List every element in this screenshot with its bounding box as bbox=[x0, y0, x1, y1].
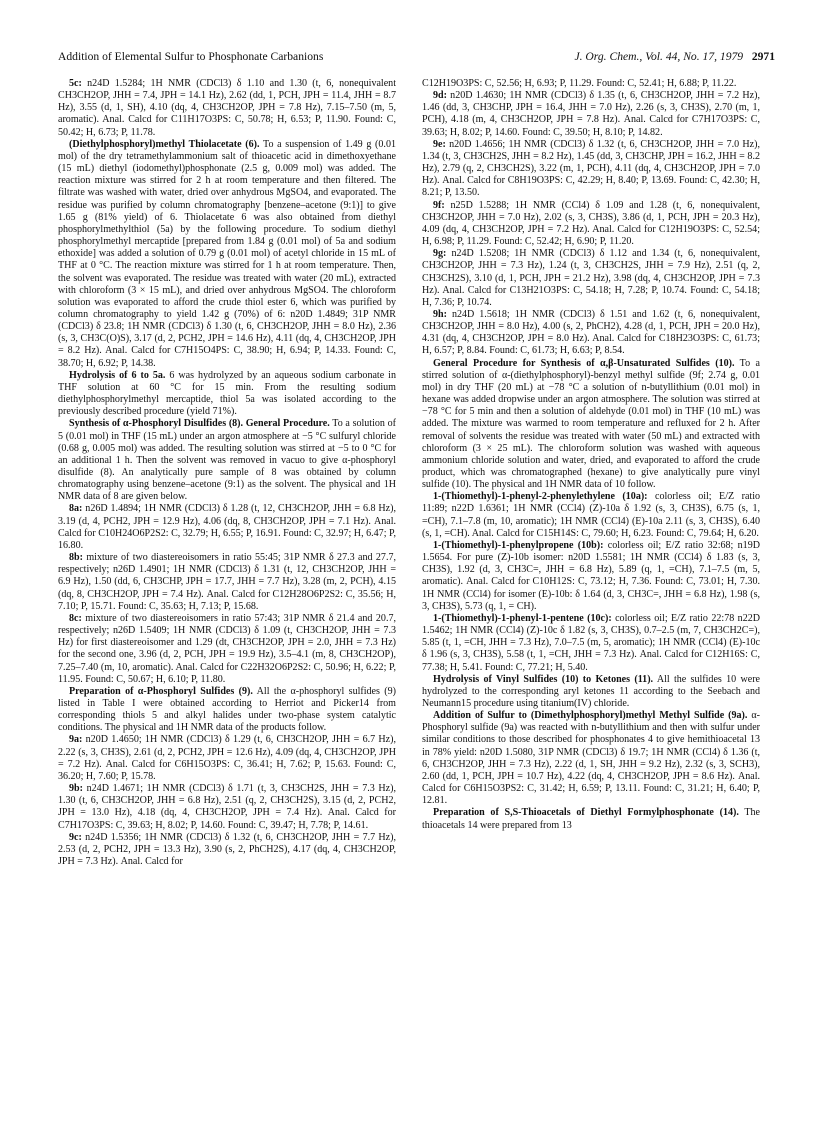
paragraph-text: colorless oil; E/Z ratio 32:68; n19D 1.5654. For pure (Z)-10b isomer: n20D 1.5581; 1H NMR (CCl4) δ 1.83 (s, 3, CH3S), 1.92 (d, 3, CH3C=, JHH = 6.8 Hz), 5.89 (q, 1, =CH), 7.1–7.5 (m, 5, aromatic). Anal. Calcd for C10H12S: C, 73.12; H, 7.36. Found: C, 73.01; H, 7.30. 1H NMR (CCl4) for isomer (E)-10b: δ 1.64 (d, 3, CH3C=, JHH = 6.8 Hz), 1.98 (s, 3, CH3S), 5.73 (q, 1, = CH). bbox=[422, 539, 760, 612]
paragraph bbox=[422, 540, 760, 613]
paragraph-text: All the α-phosphoryl sulfides (9) listed in Table I were obtained according to Herriot and Picker14 from corresponding thiols 5 and alkyl halides under two-phase system catalytic conditions. The physical and 1H NMR data of the products follow. bbox=[58, 685, 396, 734]
paragraph-text: colorless oil; E/Z ratio 11:89; n22D 1.6361; 1H NMR (CCl4) (Z)-10a δ 1.92 (s, 3, CH3S), 6.75 (s, 1, =CH), 7.1–7.8 (m, 10, aromatic); 1H NMR (CCl4) (E)-10a 2.11 (s, 3, CH3S), 6.40 (s, 1, =CH). Anal. Calcd for C15H14S: C, 79.60; H, 6.23. Found: C, 79.64; H, 6.20. bbox=[422, 491, 761, 539]
journal-citation: J. Org. Chem., Vol. 44, No. 17, 1979 bbox=[574, 50, 744, 63]
paragraph bbox=[58, 613, 396, 686]
paragraph-text: To a stirred solution of α-(diethylphosphoryl)-benzyl methyl sulfide (9f; 2.74 g, 0.01 mol) in dry THF (20 mL) at −78 °C a solution of n-butyllithium (0.01 mol) in hexane was added dropwise under an argon atmosphere. The solution was stirred at −78 °C for 5 min and then a solution of aldehyde (0.01 mol) in THF (10 mL) was added. The mixture was warmed to room temperature and refluxed for 2 h. After removal of solvents the residue was treated with water (50 mL) and extracted with chloroform (3 × 25 mL). The chloroform solution was washed with aqueous ammonium chloride solution and water, dried, and evaporated to afford the crude product, which was chromatographed (hexane) to give analytically pure vinyl sulfide (10). The physical and 1H NMR data of 10 follow. bbox=[422, 357, 760, 491]
paragraph-heading: 9b: bbox=[69, 783, 83, 795]
paragraph-heading: Hydrolysis of Vinyl Sulfides (10) to Ketones (11). bbox=[433, 673, 654, 685]
paragraph bbox=[58, 503, 396, 552]
paragraph-heading: 1-(Thiomethyl)-1-phenyl-1-pentene (10c): bbox=[433, 612, 612, 624]
paragraph bbox=[58, 686, 396, 735]
paragraph bbox=[58, 832, 396, 868]
paragraph bbox=[422, 807, 760, 831]
paragraph-heading: 5c: bbox=[69, 78, 82, 89]
paragraph-heading: General Procedure for Synthesis of α,β-Unsaturated Sulfides (10). bbox=[433, 357, 735, 369]
paragraph-text: mixture of two diastereoisomers in ratio 55:45; 31P NMR δ 27.3 and 27.7, respectively; n26D 1.4901; 1H NMR (CDCl3) δ 1.31 (t, 12, CH3CH2OP, JHH = 6.9 Hz), 1.50 (dd, 6, CH3CHP, JPH = 17.7, JHH = 7.7 Hz), 3.28 (m, 2, PCH), 4.15 (dq, 8, CH3CH2OP, JPH = 7.4 Hz). Anal. Calcd for C12H28O6P2S2: C, 35.56; H, 7.10; P, 15.71. Found: C, 35.63; H, 7.13; P, 15.68. bbox=[58, 552, 396, 612]
left-column bbox=[58, 78, 396, 868]
paragraph bbox=[422, 674, 760, 710]
paragraph-heading: Addition of Sulfur to (Dimethylphosphoryl)methyl Methyl Sulfide (9a). bbox=[433, 710, 748, 722]
paragraph-heading: Preparation of α-Phosphoryl Sulfides (9). bbox=[69, 685, 253, 697]
paragraph bbox=[422, 139, 760, 200]
paragraph-text: n24D 1.5284; 1H NMR (CDCl3) δ 1.10 and 1.30 (t, 6, nonequivalent CH3CH2OP, JHH = 7.4, JPH = 14.1 Hz), 2.62 (dd, 1, PCH, JPH = 11.4, JHH = 8.7 Hz), 3.55 (d, 1, SH), 4.10 (dq, 4, CH3CH2OP, JPH = 7.8 Hz), 7.15–7.50 (m, 5, aromatic). Anal. Calcd for C11H17O3PS: C, 50.78; H, 6.53; P, 11.90. Found: C, 50.42; H, 6.73; P, 11.78. bbox=[58, 78, 396, 138]
paragraph-heading: 9d: bbox=[433, 90, 447, 102]
paragraph-heading: 1-(Thiomethyl)-1-phenyl-2-phenylethylene (10a): bbox=[433, 491, 648, 503]
paragraph-heading: (Diethylphosphoryl)methyl Thiolacetate (6). bbox=[69, 138, 260, 150]
paragraph bbox=[422, 710, 760, 807]
paragraph bbox=[58, 783, 396, 832]
paragraph-heading: 9h: bbox=[433, 308, 447, 320]
paragraph bbox=[422, 200, 760, 249]
paragraph-text: 6 was hydrolyzed by an aqueous sodium carbonate in THF solution at 60 °C for 15 min. From the resulting sodium diethylphosphorylmethyl mercaptide, thiol 5a was isolated according to the previously described procedure (yield 71%). bbox=[58, 369, 396, 418]
paragraph-heading: 8b: bbox=[69, 552, 83, 564]
running-head-journal bbox=[574, 49, 775, 65]
paragraph-text: n24D 1.5208; 1H NMR (CDCl3) δ 1.12 and 1.34 (t, 6, nonequivalent, CH3CH2OP, JHH = 7.3 Hz), 1.24 (t, 3, CH3CH2S, JHH = 7.9 Hz), 2.51 (q, 2, CH3CH2S), 3.10 (d, 1, PCH, JPH = 21.2 Hz), 3.98 (dq, 4, CH3CH2OP, JPH = 7.3 Hz). Anal. Calcd for C13H21O3PS: C, 54.18; H, 7.28; P, 10.74. Found: C, 54.18; H, 7.36; P, 10.74. bbox=[422, 248, 760, 308]
paragraph bbox=[422, 358, 760, 492]
paragraph-heading: 8a: bbox=[69, 503, 83, 515]
paragraph bbox=[58, 370, 396, 419]
paragraph-heading: 9f: bbox=[433, 199, 445, 211]
paragraph-text: colorless oil; E/Z ratio 22:78 n22D 1.5462; 1H NMR (CCl4) (Z)-10c δ 1.82 (s, 3, CH3S), 0.7–2.5 (m, 7, CH3CH2C=), 5.85 (t, 1, =CH, JHH = 7.3 Hz), 7.0–7.5 (m, 5, aromatic); 1H NMR (CCl4) (E)-10c δ 1.96 (s, 3, CH3S), 5.58 (t, 1, =CH, JHH = 7.3 Hz). Anal. Calcd for C12H16S: C, 77.38; H, 5.41. Found: C, 77.21; H, 5.40. bbox=[422, 612, 761, 673]
paragraph bbox=[422, 613, 760, 674]
paragraph-heading: Preparation of S,S-Thioacetals of Diethyl Formylphosphonate (14). bbox=[433, 807, 739, 819]
paragraph-heading: 9a: bbox=[69, 734, 83, 746]
paragraph-text: n24D 1.5356; 1H NMR (CDCl3) δ 1.32 (t, 6, CH3CH2OP, JHH = 7.7 Hz), 2.53 (d, 2, PCH2, JPH = 13.3 Hz), 3.90 (s, 2, PhCH2S), 4.17 (dq, 4, CH3CH2OP, JPH = 7.3 Hz). Anal. Calcd for bbox=[58, 831, 396, 867]
paragraph-text: n24D 1.4671; 1H NMR (CDCl3) δ 1.71 (t, 3, CH3CH2S, JHH = 7.3 Hz), 1.30 (t, 6, CH3CH2OP, JHH = 6.8 Hz), 2.51 (q, 2, CH3CH2S), 3.15 (d, 2, PCH2, JPH = 13.0 Hz), 4.18 (dq, 4, CH3CH2OP, JPH = 7.4 Hz). Anal. Calcd for C7H17O3PS: C, 39.63; H, 8.02; P, 14.60. Found: C, 39.47; H, 7.78; P, 14.61. bbox=[58, 783, 396, 831]
paragraph-heading: 8c: bbox=[69, 612, 82, 624]
right-column bbox=[422, 78, 760, 832]
paragraph bbox=[422, 90, 760, 139]
paragraph-heading: 9g: bbox=[433, 248, 447, 260]
paragraph-text: All the sulfides 10 were hydrolyzed to the corresponding aryl ketones 11 according to the Seebach and Neumann15 procedure using titanium(IV) chloride. bbox=[422, 673, 760, 709]
paragraph bbox=[58, 418, 396, 503]
paragraph bbox=[58, 78, 396, 139]
paragraph-text: n20D 1.4656; 1H NMR (CDCl3) δ 1.32 (t, 6, CH3CH2OP, JHH = 7.0 Hz), 1.34 (t, 3, CH3CH2S, JHH = 8.2 Hz), 1.45 (dd, 3, CH3CHP, JPH = 16.2, JHH = 8.2 Hz), 2.79 (q, 2, CH3CH2S), 3.22 (m, 1, PCH), 4.11 (dq, 4, CH3CH2OP, JPH = 7.0 Hz). Anal. Calcd for C8H19O3PS: C, 42.29; H, 8.40; P, 13.69. Found: C, 42.30; H, 8.21; P, 13.50. bbox=[422, 138, 760, 199]
running-head bbox=[58, 49, 775, 65]
paragraph-text: mixture of two diastereoisomers in ratio 57:43; 31P NMR δ 21.4 and 20.7, respectively; n26D 1.5409; 1H NMR (CDCl3) δ 1.09 (t, CH3CH2OP, JHH = 7.3 Hz) for first diastereoisomer and 1.29 (dt, CH3CH2OP, JPH = 2.0, JHH = 7.3 Hz) for the second one, 3.96 (d, 2, PCH, JPH = 19.9 Hz), 3.5–4.1 (m, 8, CH3CH2OP), 7.25–7.40 (m, 10, aromatic). Anal. Calcd for C22H32O6P2S2: C, 50.96; H, 6.22; P, 11.95. Found: C, 50.67; H, 6.10; P, 11.80. bbox=[58, 612, 396, 685]
paragraph-text: n25D 1.5288; 1H NMR (CCl4) δ 1.09 and 1.28 (t, 6, nonequivalent, CH3CH2OP, JHH = 7.0 Hz), 2.02 (s, 3, CH3S), 3.86 (d, 1, PCH, JPH = 20.3 Hz), 4.09 (dq, 4, CH3CH2OP, JPH = 7.2 Hz). Anal. Calcd for C12H19O3PS: C, 52.54; H, 6.98; P, 11.29. Found: C, 52.42; H, 6.90; P, 11.20. bbox=[422, 199, 760, 248]
paragraph bbox=[422, 491, 760, 540]
paragraph-text: The thioacetals 14 were prepared from 13 bbox=[422, 807, 760, 831]
paragraph-text: n26D 1.4894; 1H NMR (CDCl3) δ 1.28 (t, 12, CH3CH2OP, JHH = 6.8 Hz), 3.19 (d, 4, PCH2, JPH = 12.9 Hz), 4.06 (dq, 8, CH3CH2OP, JPH = 7.1 Hz). Anal. Calcd for C10H24O6P2S2: C, 32.79; H, 6.55; P, 16.91. Found: C, 32.97; H, 6.47; P, 16.80. bbox=[58, 503, 396, 551]
paragraph-heading: 9e: bbox=[433, 138, 446, 150]
paragraph bbox=[422, 78, 760, 90]
paragraph bbox=[422, 248, 760, 309]
paragraph bbox=[58, 734, 396, 783]
paragraph-text: C12H19O3PS: C, 52.56; H, 6.93; P, 11.29. Found: C, 52.41; H, 6.88; P, 11.22. bbox=[422, 78, 737, 89]
paragraph-text: To a solution of 5 (0.01 mol) in THF (15 mL) under an argon atmosphere at −5 °C sulfuryl chloride (0.68 g, 0.005 mol) was added. The resulting solution was stirred at −5 to 0 °C for an additional 1 h. Then the solvent was removed in vacuo to give α-phosphoryl disulfide (8). An analytically pure sample of 8 was obtained by column chromatography using benzene–acetone (9:1) as the solvent. The physical and 1H NMR data of 8 are given below. bbox=[58, 418, 396, 503]
running-head-title: Addition of Elemental Sulfur to Phosphonate Carbanions bbox=[58, 50, 324, 63]
paragraph-heading: Hydrolysis of 6 to 5a. bbox=[69, 369, 166, 381]
page-number: 2971 bbox=[751, 50, 775, 63]
paragraph bbox=[58, 139, 396, 370]
paragraph-text: n20D 1.4630; 1H NMR (CDCl3) δ 1.35 (t, 6, CH3CH2OP, JHH = 7.2 Hz), 1.46 (dd, 3, CH3CHP, JPH = 16.4, JHH = 7.0 Hz), 2.26 (s, 3, CH3S), 2.70 (m, 1, PCH), 4.18 (m, 4, CH3CH2OP, JPH = 7.8 Hz). Anal. Calcd for C7H17O3PS: C, 39.63; H, 8.02; P, 14.60. Found: C, 39.50; H, 8.10; P, 14.82. bbox=[422, 90, 760, 138]
paragraph-heading: 1-(Thiomethyl)-1-phenylpropene (10b): bbox=[433, 539, 604, 551]
paragraph-heading: 9c: bbox=[69, 831, 82, 843]
paragraph-text: n20D 1.4650; 1H NMR (CDCl3) δ 1.29 (t, 6, CH3CH2OP, JHH = 6.7 Hz), 2.22 (s, 3, CH3S), 2.61 (d, 2, PCH2, JPH = 12.6 Hz), 4.09 (dq, 4, CH3CH2OP, JPH = 7.2 Hz). Anal. Calcd for C6H15O3PS: C, 36.41; H, 7.62; P, 15.63. Found: C, 36.20; H, 7.60; P, 15.78. bbox=[58, 734, 396, 782]
paragraph-text: α-Phosphoryl sulfide (9a) was reacted with n-butyllithium and then with sulfur under similar conditions to those described for phosphonates 4 to give hemithioacetal 13 in 78% yield: n20D 1.5080, 31P NMR (CDCl3) δ 19.7; 1H NMR (CCl4) δ 1.36 (t, 6, CH3CH2OP, JHH = 7.3 Hz), 2.22 (d, 1, SH, JHH = 9.2 Hz), 2.32 (s, 3, SCH3), 2.60 (dd, 1, PCH, JPH = 10.7 Hz), 4.22 (dq, 4, CH3CH2OP, JPH = 8.6 Hz). Anal. Calcd for C6H15O3PS2: C, 31.42; H, 6.59; P, 13.11. Found: C, 31.21; H, 6.40; P, 12.81. bbox=[422, 710, 761, 807]
paragraph bbox=[422, 309, 760, 358]
paragraph-text: n24D 1.5618; 1H NMR (CDCl3) δ 1.51 and 1.62 (t, 6, nonequivalent, CH3CH2OP, JHH = 8.0 Hz), 4.00 (s, 2, PhCH2), 4.28 (d, 1, PCH, JPH = 20.0 Hz), 4.31 (dq, 4, CH3CH2OP, JPH = 8.0 Hz). Anal. Calcd for C18H23O3PS: C, 61.73; H, 6.57; P, 8.84. Found: C, 61.73; H, 6.63; P, 8.54. bbox=[422, 308, 760, 357]
paragraph-text: To a suspension of 1.49 g (0.01 mol) of the dry tetramethylammonium salt of thioacetic acid in dimethoxyethane (15 mL) diethyl (iodomethyl)phosphonate (2.5 g, 0.009 mol) was added. The reaction mixture was stirred for 2 h at room temperature and then filtered. The filtrate was washed with water, dried over anhydrous MgSO4, and evaporated. The residue was purified by column chromatography [benzene–acetone (9:1)] to give 1.65 g (81% yield) of 6. Thiolacetate 6 was also obtained from diethyl phosphorylmethylthiol (5a) by the following procedure. To sodium diethyl phosphorylmethyl mercaptide [prepared from 1.84 g (0.01 mol) of 5a and sodium ethoxide] was added a solution of 0.79 g (0.01 mol) of acetyl chloride in 15 mL of THF at 0 °C. The reaction mixture was stirred for 1 h at room temperature. Then, the solvent was evaporated. The residue was treated with water (20 mL), extracted with chloroform (3 × 15 mL), and dried over anhydrous MgSO4. The chloroform solution was evaporated to afford the crude thiol ester 6, which was purified by column chromatography to yield 1.42 g (70%) of 6: n20D 1.4849; 31P NMR (CDCl3) δ 23.8; 1H NMR (CDCl3) δ 1.30 (t, 6, CH3CH2OP, JHH = 8.0 Hz), 2.36 (s, 3, CH3C(O)S), 3.17 (d, 2, PCH2, JPH = 14.6 Hz), 4.11 (dq, 4, CH3CH2OP, JPH = 8.2 Hz). Anal. Calcd for C7H15O4PS: C, 38.90; H, 6.94; P, 14.33. Found: C, 38.70; H, 6.92; P, 14.38. bbox=[58, 138, 396, 369]
paragraph bbox=[58, 552, 396, 613]
paragraph-heading: Synthesis of α-Phosphoryl Disulfides (8). General Procedure. bbox=[69, 418, 330, 430]
